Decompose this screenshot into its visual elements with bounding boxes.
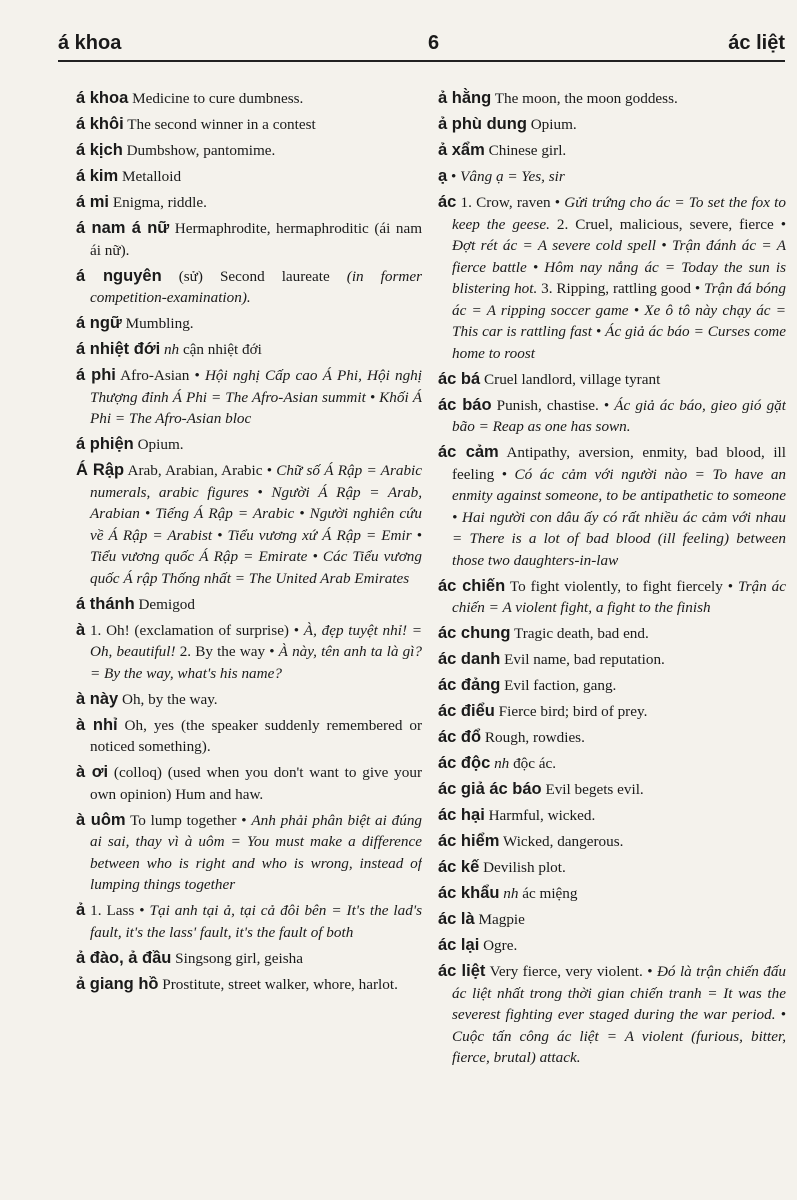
headword: ác điểu	[438, 702, 495, 720]
example: Trận đá bóng ác = A ripping soccer game • Xe ô tô này chạy ác = This car is rattling fast • Ác giả ác báo = Curses come home to roost	[452, 280, 786, 362]
dictionary-entry	[76, 715, 422, 758]
headword: ác giả ác báo	[438, 780, 542, 798]
headword: ác kế	[438, 858, 480, 876]
definition: Opium.	[137, 436, 184, 453]
headword: á thánh	[76, 594, 135, 613]
dictionary-entry	[438, 140, 786, 162]
dictionary-entry	[438, 649, 786, 671]
dictionary-entry	[438, 192, 786, 364]
usage-abbreviation: nh	[494, 755, 510, 772]
example: Trận ác chiến = A violent fight, a fight to the finish	[452, 577, 786, 616]
headword: ả giang hồ	[76, 974, 159, 993]
dictionary-entry	[438, 369, 786, 391]
definition: Chinese girl.	[488, 142, 567, 159]
dictionary-entry	[76, 434, 422, 456]
definition: Hermaphrodite, hermaphroditic (ái nam ái nữ).	[90, 220, 422, 259]
headword: à ơi	[76, 763, 109, 781]
example: À này, tên anh ta là gì? = By the way, what's his name?	[90, 643, 422, 682]
definition: cận nhiệt đới	[182, 341, 262, 358]
headword: ác đảng	[438, 676, 501, 694]
dictionary-entry	[438, 576, 786, 619]
definition: Devilish plot.	[483, 859, 566, 876]
dictionary-entry	[438, 88, 786, 110]
example: Gửi trứng cho ác = To set the fox to keep the geese.	[452, 194, 786, 233]
dictionary-entry	[76, 140, 422, 162]
dictionary-entry	[76, 948, 422, 970]
example: Chữ số Á Rập = Arabic numerals, arabic figures • Người Á Rập = Arab, Arabian • Tiếng Á Rập = Arabic • Người nghiên cứu về Á Rập = Arabist • Tiểu vương xứ Á Rập = Emir • Tiểu vương quốc Á Rập = Emirate • Các Tiểu vương quốc Á rập Thống nhất = The United Arab Emirates	[90, 462, 422, 587]
headword: á ngữ	[76, 314, 122, 332]
guide-word-left: á khoa	[58, 32, 122, 54]
example: (in former competition-examination).	[90, 267, 422, 306]
headword: á khoa	[76, 89, 129, 107]
definition: Oh, by the way.	[122, 690, 218, 708]
headword: ả	[76, 901, 86, 919]
definition: Dumbshow, pantomime.	[126, 142, 276, 159]
headword: ác	[438, 193, 457, 211]
headword: ác chung	[438, 624, 511, 642]
definition: Antipathy, aversion, enmity, bad blood, ill feeling •	[452, 444, 786, 483]
dictionary-entry	[76, 810, 422, 896]
headword: à này	[76, 689, 119, 708]
definition: Evil begets evil.	[545, 781, 644, 798]
dictionary-entry	[76, 114, 422, 136]
left-column	[76, 88, 422, 1180]
dictionary-entry	[438, 623, 786, 645]
example: Vâng ạ = Yes, sir	[460, 168, 565, 185]
definition: Metalloid	[122, 168, 182, 185]
headword: á nam á nữ	[76, 219, 170, 237]
dictionary-entry	[76, 762, 422, 805]
headword: ác đổ	[438, 728, 482, 746]
headword: ác liệt	[438, 962, 486, 980]
usage-abbreviation: nh	[503, 885, 519, 902]
definition: Demigod	[138, 595, 195, 613]
definition: Singsong girl, geisha	[175, 949, 303, 967]
definition: The second winner in a contest	[127, 116, 316, 133]
definition: (sử) Second laureate	[178, 267, 330, 285]
example: À, đẹp tuyệt nhỉ! = Oh, beautiful!	[90, 621, 422, 660]
headword: ác bá	[438, 369, 481, 388]
definition: Tragic death, bad end.	[513, 625, 649, 642]
example: Ác giả ác báo, gieo gió gặt bão = Reap as one has sown.	[452, 396, 786, 435]
headword: á phiện	[76, 435, 134, 453]
dictionary-entry	[438, 909, 786, 931]
guide-word-right: ác liệt	[728, 32, 785, 54]
dictionary-entry	[438, 779, 786, 801]
dictionary-entry	[438, 395, 786, 438]
definition: Mumbling.	[125, 315, 194, 332]
dictionary-entry	[76, 88, 422, 110]
definition: To lump together •	[130, 811, 247, 829]
definition: Harmful, wicked.	[488, 807, 596, 824]
dictionary-entry	[438, 166, 786, 188]
definition: ác miệng	[522, 885, 578, 902]
example: Tại anh tại ả, tại cả đôi bên = It's the lad's fault, it's the lass' fault, it's the fault of both	[90, 902, 422, 941]
headword: ác là	[438, 910, 475, 928]
right-column	[438, 88, 786, 1180]
definition: Evil faction, gang.	[504, 677, 617, 694]
dictionary-entry	[438, 857, 786, 879]
headword: ác độc	[438, 754, 491, 772]
definition: 2. By the way •	[179, 643, 275, 660]
dictionary-entry	[76, 313, 422, 335]
dictionary-entry	[76, 339, 422, 361]
dictionary-entry	[438, 701, 786, 723]
dictionary-entry	[76, 460, 422, 589]
definition: Rough, rowdies.	[484, 729, 585, 746]
headword: ác hiểm	[438, 832, 500, 850]
definition: Magpie	[478, 911, 525, 928]
definition: Very fierce, very violent. •	[489, 963, 653, 980]
definition: 1. Oh! (exclamation of surprise) •	[89, 621, 300, 639]
headword: á nhiệt đới	[76, 340, 161, 358]
headword: ác lại	[438, 936, 480, 954]
definition: Afro-Asian •	[120, 367, 200, 384]
definition: Opium.	[530, 116, 577, 133]
definition: Evil name, bad reputation.	[504, 651, 665, 668]
definition: Medicine to cure dumbness.	[132, 90, 304, 107]
headword: ả hằng	[438, 89, 492, 107]
example: Hội nghị Cấp cao Á Phi, Hội nghị Thượng đỉnh Á Phi = The Afro-Asian summit • Khối Á Phi = The Afro-Asian bloc	[90, 367, 422, 427]
headword: ả phù dung	[438, 115, 527, 133]
definition: Punish, chastise. •	[496, 396, 610, 414]
definition: Oh, yes (the speaker suddenly remembered or noticed something).	[90, 716, 422, 755]
headword: á khôi	[76, 115, 124, 133]
dictionary-entry	[76, 218, 422, 261]
definition: •	[450, 168, 457, 185]
headword: á mi	[76, 193, 110, 211]
definition: Prostitute, street walker, whore, harlot.	[162, 975, 398, 993]
headword: á kim	[76, 167, 119, 185]
example: Anh phải phân biệt ai đúng ai sai, thay vì à uôm = You must make a difference between who is right and who is wrong, instead of lumping things together	[90, 811, 422, 893]
dictionary-entry	[76, 365, 422, 430]
dictionary-entry	[438, 805, 786, 827]
dictionary-entry	[76, 900, 422, 943]
headword: Á Rập	[76, 461, 125, 479]
dictionary-entry	[438, 442, 786, 571]
page-number: 6	[428, 32, 440, 54]
dictionary-entry	[438, 675, 786, 697]
dictionary-entry	[76, 192, 422, 214]
definition: 1. Lass •	[90, 902, 145, 919]
definition: 1. Crow, raven •	[460, 194, 561, 211]
dictionary-entry	[438, 727, 786, 749]
headword: á kịch	[76, 141, 123, 159]
headword: á phi	[76, 366, 116, 384]
headword: ác chiến	[438, 576, 506, 595]
headword: ác cảm	[438, 443, 499, 461]
definition: độc ác.	[513, 755, 557, 772]
dictionary-entry	[76, 166, 422, 188]
headword: ác khẩu	[438, 884, 500, 902]
definition: Cruel landlord, village tyrant	[484, 370, 661, 388]
definition: To fight violently, to fight fiercely •	[509, 577, 734, 595]
dictionary-entry	[76, 689, 422, 711]
headword: ác danh	[438, 650, 501, 668]
example: Có ác cảm với người nào = To have an enmity against someone, to be antipathetic to someone • Hai người con dâu ấy có rất nhiều ác cảm với nhau = There is a lot of bad blood (ill feeling) between those two daughters-in-law	[452, 465, 786, 569]
dictionary-entry	[438, 114, 786, 136]
example: Đợt rét ác = A severe cold spell • Trận đánh ác = A fierce battle • Hôm nay nắng ác = Today the sun is blistering hot.	[452, 237, 786, 297]
usage-abbreviation: nh	[163, 341, 180, 358]
running-header	[58, 28, 785, 62]
dictionary-entry	[438, 935, 786, 957]
headword: ả đào, ả đầu	[76, 948, 172, 967]
definition: Enigma, riddle.	[112, 194, 207, 211]
definition: Ogre.	[483, 937, 518, 954]
dictionary-entry	[76, 594, 422, 616]
definition: Arab, Arabian, Arabic •	[127, 462, 273, 479]
definition: 2. Cruel, malicious, severe, fierce •	[556, 215, 786, 233]
dictionary-entry	[438, 753, 786, 775]
definition: Wicked, dangerous.	[502, 833, 624, 850]
dictionary-entry	[438, 831, 786, 853]
headword: à uôm	[76, 810, 126, 829]
definition: The moon, the moon goddess.	[494, 90, 678, 107]
definition: Fierce bird; bird of prey.	[498, 703, 648, 720]
dictionary-entry	[76, 620, 422, 685]
definition: (colloq) (used when you don't want to give your own opinion) Hum and haw.	[90, 764, 422, 803]
headword: ả xẩm	[438, 141, 485, 159]
dictionary-entry	[76, 266, 422, 309]
headword: ác hại	[438, 806, 485, 824]
headword: ạ	[438, 167, 448, 185]
example: Đó là trận chiến đấu ác liệt nhất trong thời gian chiến tranh = It was the severest fighting ever staged during the war period. • Cuộc tấn công ác liệt = A violent (furious, bitter, fierce, brutal) attack.	[452, 963, 786, 1066]
dictionary-entry	[438, 883, 786, 905]
definition: 3. Ripping, rattling good •	[541, 280, 701, 297]
headword: ác báo	[438, 395, 492, 414]
headword: à	[76, 620, 86, 639]
headword: á nguyên	[76, 266, 162, 285]
dictionary-entry	[76, 974, 422, 996]
headword: à nhỉ	[76, 715, 118, 734]
dictionary-entry	[438, 961, 786, 1069]
